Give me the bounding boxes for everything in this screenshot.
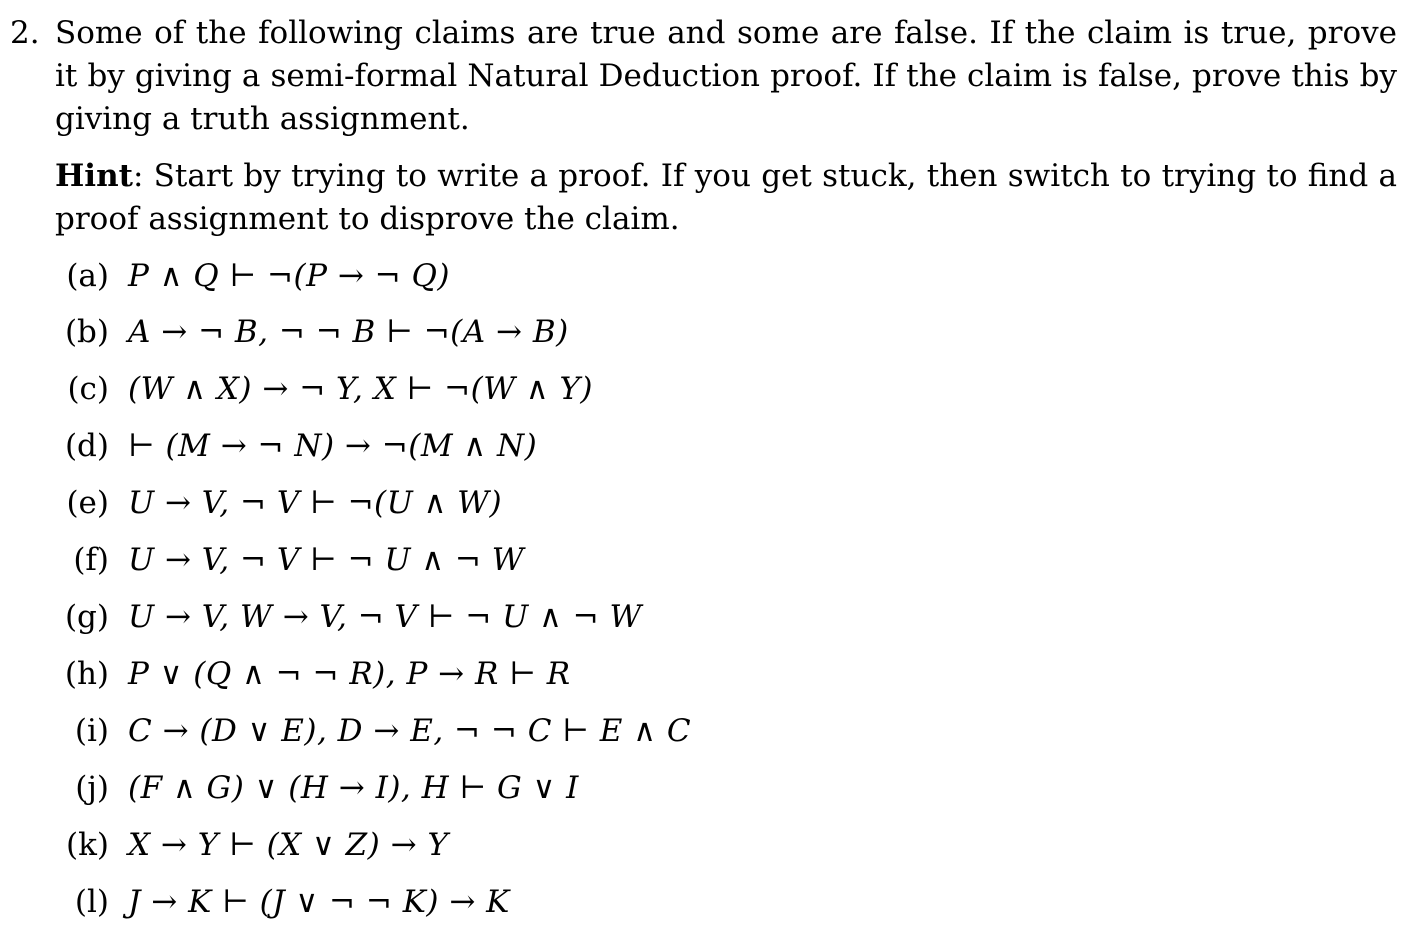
claim-item-f xyxy=(0,534,1420,586)
claim-formula: (W ∧ X) → ¬ Y, X ⊢ ¬(W ∧ Y) xyxy=(128,371,594,407)
claim-item-c xyxy=(0,363,1420,415)
claim-label: (b) xyxy=(64,314,109,350)
claim-label: (f) xyxy=(73,542,109,578)
claim-formula: (F ∧ G) ∨ (H → I), H ⊢ G ∨ I xyxy=(128,770,579,806)
claim-label: (k) xyxy=(66,827,109,863)
claim-label: (e) xyxy=(66,485,109,521)
claim-formula: U → V, ¬ V ⊢ ¬(U ∧ W) xyxy=(128,485,503,521)
claim-formula: U → V, ¬ V ⊢ ¬ U ∧ ¬ W xyxy=(128,542,525,578)
claim-label: (d) xyxy=(64,428,109,464)
claim-label: (i) xyxy=(74,713,109,749)
claim-label: (a) xyxy=(66,258,109,294)
claim-item-i xyxy=(0,705,1420,757)
claim-label: (c) xyxy=(67,371,109,407)
hint-text: : Start by trying to write a proof. If you get stuck, then switch to trying to find a proof assignment to disprove the claim. xyxy=(55,158,1397,237)
claim-item-e xyxy=(0,477,1420,529)
claim-item-g xyxy=(0,591,1420,643)
claim-formula: C → (D ∨ E), D → E, ¬ ¬ C ⊢ E ∧ C xyxy=(128,713,692,749)
claim-formula: A → ¬ B, ¬ ¬ B ⊢ ¬(A → B) xyxy=(128,314,569,350)
hint-paragraph xyxy=(55,155,1397,241)
claim-formula: P ∧ Q ⊢ ¬(P → ¬ Q) xyxy=(128,258,450,294)
claim-item-h xyxy=(0,648,1420,700)
hint-label: Hint xyxy=(55,158,133,194)
claim-item-l xyxy=(0,876,1420,928)
claim-label: (g) xyxy=(64,599,109,635)
claim-item-d xyxy=(0,420,1420,472)
problem-statement: Some of the following claims are true and some are false. If the claim is true, prove it by giving a semi-formal Natural Deduction proof. If the claim is false, prove this by giving a truth assignment. xyxy=(55,15,1397,137)
claim-formula: ⊢ (M → ¬ N) → ¬(M ∧ N) xyxy=(128,428,538,464)
claim-formula: U → V, W → V, ¬ V ⊢ ¬ U ∧ ¬ W xyxy=(128,599,642,635)
claim-label: (h) xyxy=(64,656,109,692)
claim-label: (j) xyxy=(75,770,109,806)
claim-formula: J → K ⊢ (J ∨ ¬ ¬ K) → K xyxy=(128,884,510,920)
claim-item-b xyxy=(0,306,1420,358)
claim-item-a xyxy=(0,250,1420,302)
claim-formula: P ∨ (Q ∧ ¬ ¬ R), P → R ⊢ R xyxy=(128,656,571,692)
claim-label: (l) xyxy=(74,884,109,920)
claim-item-k xyxy=(0,819,1420,871)
claim-formula: X → Y ⊢ (X ∨ Z) → Y xyxy=(128,827,449,863)
problem-number: 2. xyxy=(10,15,40,51)
claim-item-j xyxy=(0,762,1420,814)
